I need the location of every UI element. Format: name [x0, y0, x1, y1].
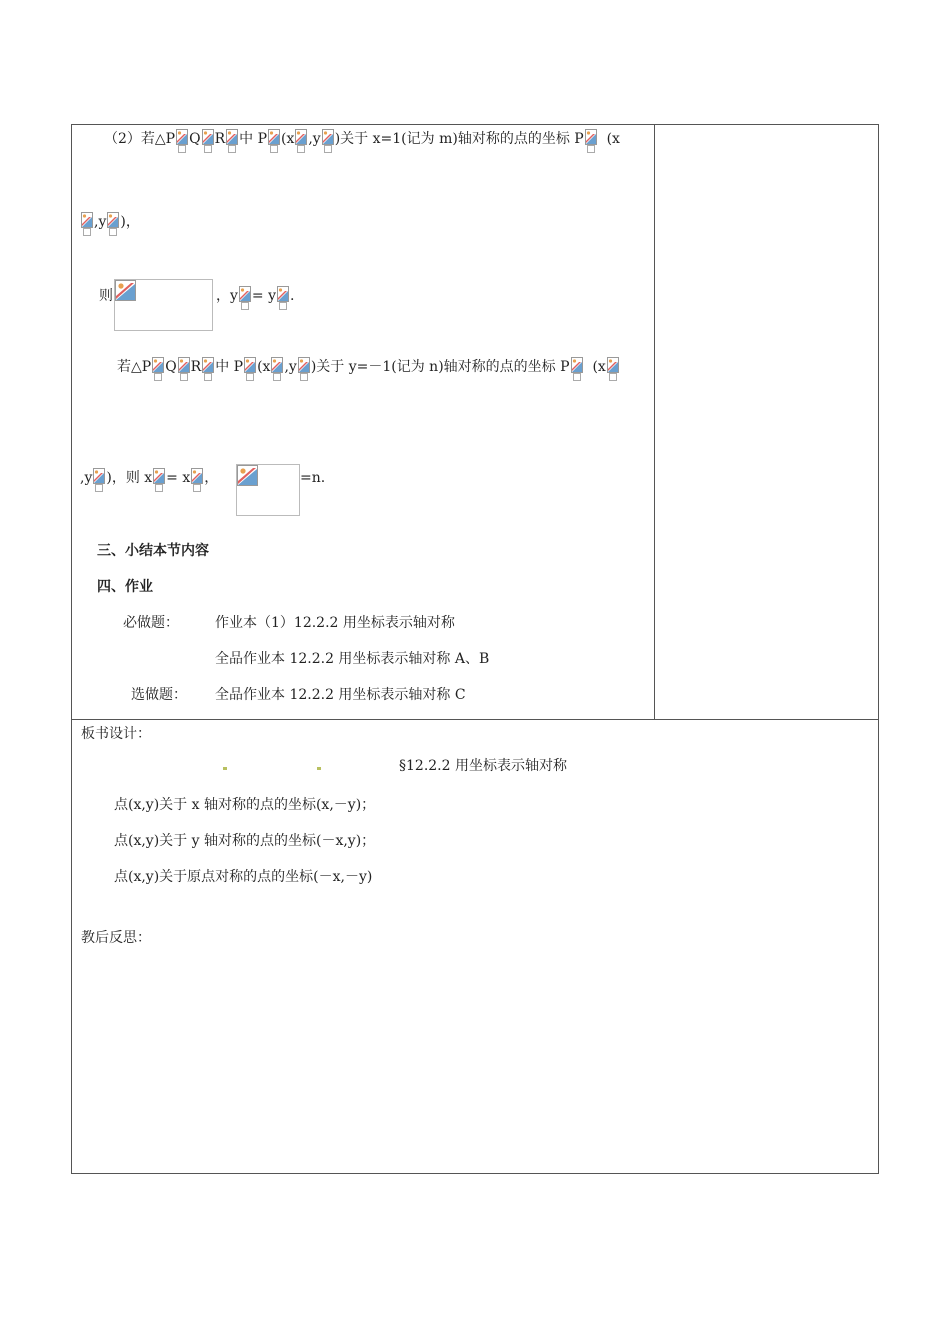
- broken-image-icon: [271, 357, 283, 377]
- broken-image-icon: [239, 286, 251, 306]
- required-label: 必做题：: [123, 615, 179, 631]
- broken-image-icon: [244, 357, 256, 377]
- broken-image-icon: [107, 212, 119, 232]
- broken-image-icon: [277, 286, 289, 306]
- broken-image-icon: [153, 468, 165, 488]
- broken-image-icon: [202, 129, 214, 149]
- decorative-dot: [317, 767, 321, 770]
- broken-image-icon: [295, 129, 307, 149]
- mapping-line-3-label: 则: [99, 288, 113, 304]
- mapping-line-5: ,y )，则 x = x ，: [80, 468, 218, 488]
- mapping-line-5-tail: =n.: [300, 470, 326, 486]
- mapping-line-4: 若△P Q R 中 P (x ,y )关于 y=－1(记为 n)轴对称的点的坐标 P (x: [117, 357, 620, 377]
- formula-image: [114, 279, 213, 331]
- broken-image-icon: [81, 212, 93, 232]
- board-rule-1: 点(x,y)关于 x 轴对称的点的坐标(x,－y)；: [114, 797, 376, 813]
- row-divider: [71, 719, 879, 720]
- broken-image-icon: [178, 357, 190, 377]
- mapping-line-2: ,y )，: [80, 212, 140, 232]
- mapping-line-3: ，y = y .: [216, 286, 294, 306]
- broken-image-icon: [607, 357, 619, 377]
- board-label: 板书设计：: [81, 726, 151, 742]
- homework-heading: 四、作业: [97, 579, 153, 595]
- decorative-dot: [223, 767, 227, 770]
- broken-image-icon: [226, 129, 238, 149]
- board-rule-2: 点(x,y)关于 y 轴对称的点的坐标(－x,y)；: [114, 833, 376, 849]
- board-rule-3: 点(x,y)关于原点对称的点的坐标(－x,－y): [114, 869, 373, 885]
- broken-image-icon: [585, 129, 597, 149]
- broken-image-icon: [322, 129, 334, 149]
- broken-image-icon: [93, 468, 105, 488]
- broken-image-icon: [571, 357, 583, 377]
- required-item-1: 作业本（1）12.2.2 用坐标表示轴对称: [215, 615, 455, 631]
- summary-heading: 三、小结本节内容: [97, 543, 209, 559]
- column-divider: [654, 124, 655, 719]
- optional-label: 选做题：: [131, 687, 187, 703]
- broken-image-icon: [268, 129, 280, 149]
- mapping-line-1: （2）若△P Q R 中 P (x ,y )关于 x=1(记为 m)轴对称的点的坐标 P (x: [104, 129, 620, 149]
- broken-image-icon: [176, 129, 188, 149]
- board-title: §12.2.2 用坐标表示轴对称: [399, 758, 567, 774]
- formula-image: [236, 464, 300, 516]
- reflection-label: 教后反思：: [81, 930, 151, 946]
- broken-image-icon: [152, 357, 164, 377]
- broken-image-icon: [202, 357, 214, 377]
- broken-image-icon: [298, 357, 310, 377]
- optional-item: 全品作业本 12.2.2 用坐标表示轴对称 C: [215, 687, 466, 703]
- required-item-2: 全品作业本 12.2.2 用坐标表示轴对称 A、B: [215, 651, 490, 667]
- broken-image-icon: [191, 468, 203, 488]
